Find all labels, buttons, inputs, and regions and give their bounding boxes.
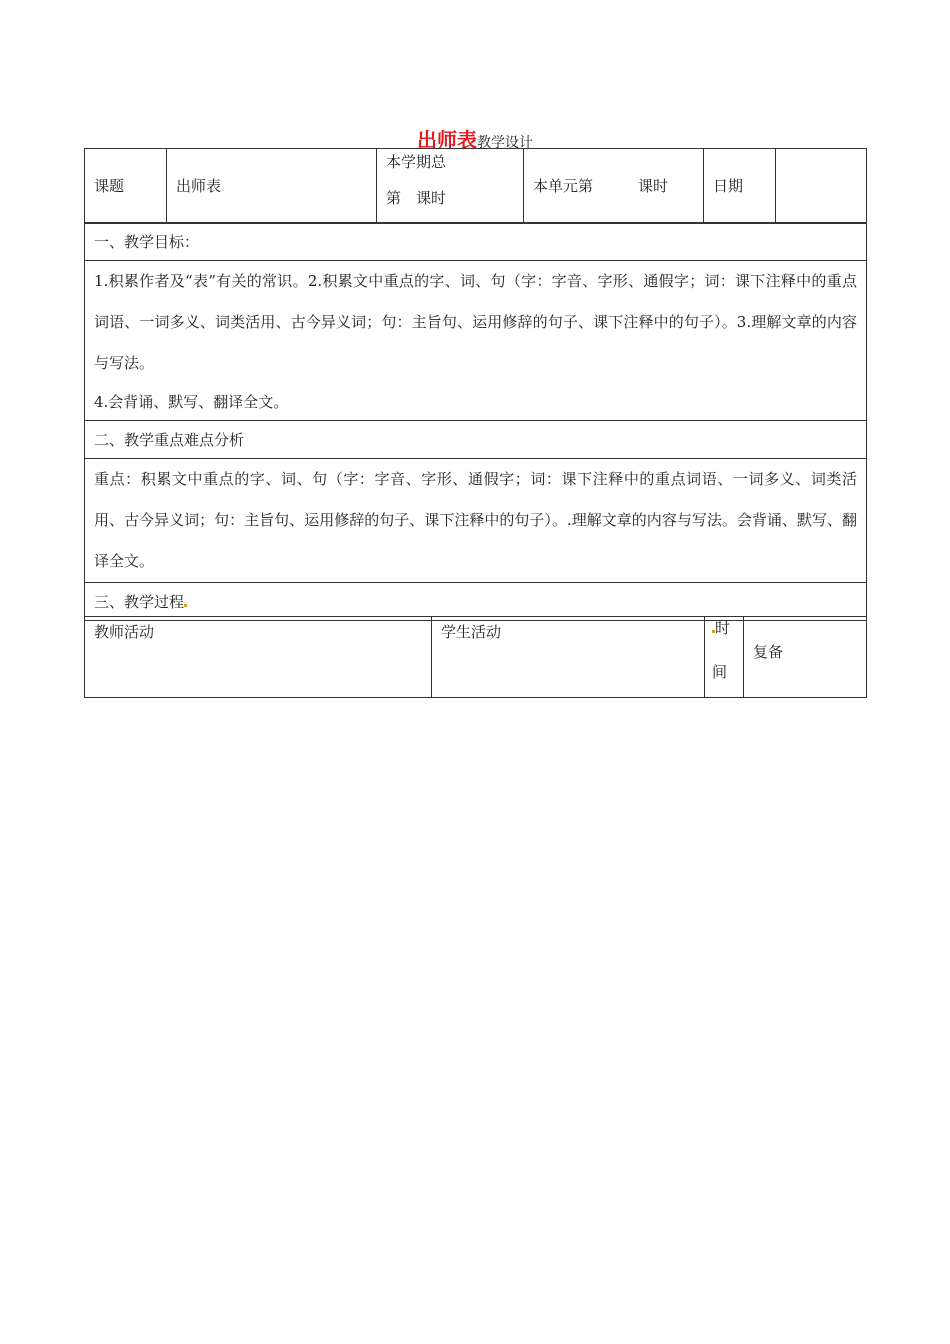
student-activity-cell[interactable] bbox=[432, 617, 705, 698]
goals-text-last: 4.会背诵、默写、翻译全文。 bbox=[94, 393, 289, 411]
process-table bbox=[84, 616, 867, 698]
unit-lesson-cell bbox=[524, 149, 704, 224]
topic-value-cell bbox=[167, 149, 377, 224]
unit-lesson: 本单元第 课时 bbox=[533, 177, 669, 195]
term-line-2: 第 课时 bbox=[386, 189, 447, 207]
goals-text: 1.积累作者及“表”有关的常识。2.积累文中重点的字、词、句（字：字音、字形、通假字；词：课下注释中的重点词语、一词多义、词类活用、古今异义词；句：主旨句、运用修辞的句子、课下注释中的句子）。3.理解文章的内容与写法。 bbox=[94, 272, 857, 372]
goals-heading: 一、教学目标： bbox=[94, 232, 200, 251]
teacher-activity-label: 教师活动 bbox=[94, 623, 155, 641]
term-lesson-cell bbox=[377, 149, 524, 224]
keypoints-heading-cell bbox=[85, 421, 867, 459]
notes-label: 复备 bbox=[753, 643, 784, 661]
edit-marker-icon bbox=[184, 604, 187, 607]
keypoints-heading: 二、教学重点难点分析 bbox=[94, 430, 245, 449]
goals-heading-cell bbox=[85, 223, 867, 261]
topic-label-cell bbox=[85, 149, 167, 224]
topic-value: 出师表 bbox=[176, 177, 222, 195]
title-main: 出师表 bbox=[417, 128, 477, 152]
notes-cell[interactable] bbox=[744, 617, 867, 698]
teacher-activity-cell[interactable] bbox=[85, 617, 432, 698]
process-heading: 三、教学过程 bbox=[94, 592, 185, 611]
goals-text-cell bbox=[85, 261, 867, 421]
lesson-content-table bbox=[84, 222, 867, 621]
title-sub: 教学设计 bbox=[477, 135, 533, 151]
lesson-info-table bbox=[84, 148, 867, 224]
time-cell bbox=[705, 617, 744, 698]
date-value-cell[interactable] bbox=[776, 149, 867, 224]
keypoints-text: 重点：积累文中重点的字、词、句（字：字音、字形、通假字；词：课下注释中的重点词语、一词多义、词类活用、古今异义词；句：主旨句、运用修辞的句子、课下注释中的句子）。.理解文章的内容与写法。会背诵、默写、翻译全文。 bbox=[94, 470, 857, 570]
time-label-1: 时 bbox=[715, 619, 731, 637]
keypoints-text-cell bbox=[85, 459, 867, 583]
time-label-2: 间 bbox=[712, 663, 728, 681]
date-label-cell bbox=[704, 149, 776, 224]
process-heading-cell bbox=[85, 583, 867, 621]
student-activity-label: 学生活动 bbox=[441, 623, 502, 641]
topic-label: 课题 bbox=[94, 177, 125, 195]
term-line-1: 本学期总 bbox=[386, 153, 447, 171]
date-label: 日期 bbox=[713, 177, 744, 195]
